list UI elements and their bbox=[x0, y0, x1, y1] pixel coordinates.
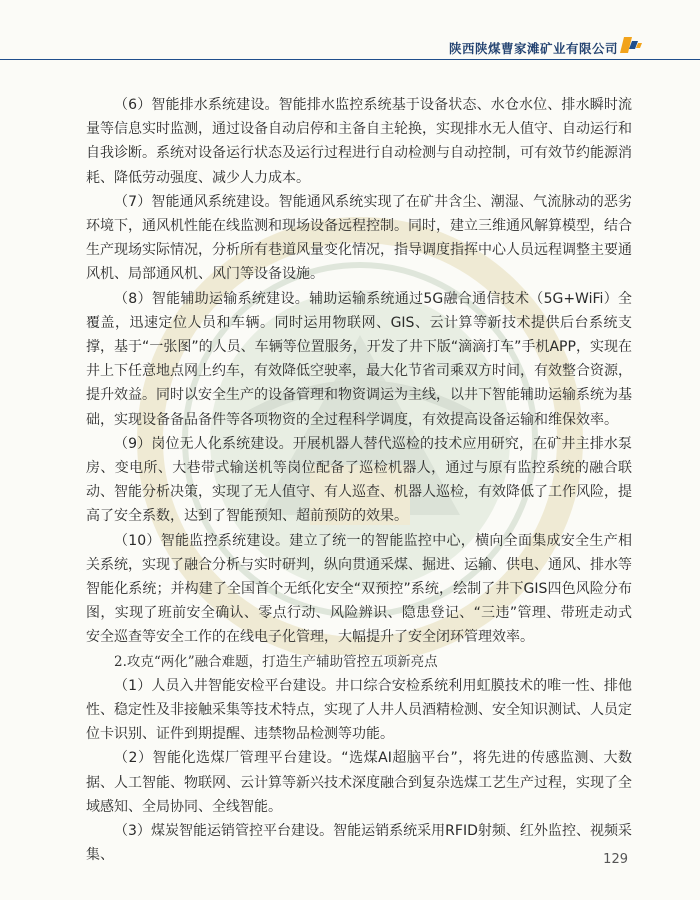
company-logo-icon bbox=[620, 35, 642, 55]
page-header bbox=[0, 33, 700, 61]
paragraph-coal-prep: （2）智能化选煤厂管理平台建设。“选煤AI超脑平台”，将先进的传感监测、大数据、人工智能、物联网、云计算等新兴技术深度融合到复杂选煤工艺生产过程，实现了全域感知、全局协同、全线智能。 bbox=[86, 750, 632, 815]
section-subheading: 2.攻克“两化”融合难题，打造生产辅助管控五项新亮点 bbox=[114, 653, 438, 670]
paragraph-sales: （3）煤炭智能运销管控平台建设。智能运销系统采用RFID射频、红外监控、视频采集、 bbox=[86, 823, 632, 864]
paragraph-ventilation: （7）智能通风系统建设。智能通风系统实现了在矿井含尘、潮湿、气流脉动的恶劣环境下，通风机性能在线监测和现场设备远程控制。同时，建立三维通风解算模型，结合生产现场实际情况，分析所有巷道风量变化情况，指导调度指挥中心人员远程调整主要通风机、局部通风机、风门等设备设施。 bbox=[86, 193, 632, 283]
paragraph-security-check: （1）人员入井智能安检平台建设。井口综合安检系统利用虹膜技术的唯一性、排他性、稳定性及非接触采集等技术特点，实现了人井人员酒精检测、安全知识测试、人员定位卡识别、证件到期提醒、违禁物品检测等功能。 bbox=[86, 677, 632, 743]
paragraph-unmanned: （9）岗位无人化系统建设。开展机器人替代巡检的技术应用研究，在矿井主排水泵房、变电所、大巷带式输送机等岗位配备了巡检机器人，通过与原有监控系统的融合联动、智能分析决策，实现了无人值守、有人巡查、机器人巡检，有效降低了工作风险，提高了安全系数，达到了智能预知、超前预防的效果。 bbox=[86, 435, 632, 525]
company-name: 陕西陕煤曹家滩矿业有限公司 bbox=[448, 41, 618, 56]
page-number: 129 bbox=[603, 852, 628, 867]
paragraph-transport: （8）智能辅助运输系统建设。辅助运输系统通过5G融合通信技术（5G+WiFi）全覆盖，迅速定位人员和车辆。同时运用物联网、GIS、云计算等新技术提供后台系统支撑，基于“一张图”的人员、车辆等位置服务，开发了井下版“滴滴打车”手机APP，实现在井上下任意地点网上约车，有效降低空驶率，最大化节省司乘双方时间，有效整合资源，提升效益。同时以安全生产的设备管理和物资调运为主线，以井下智能辅助运输系统为基础，实现设备备品备件等各项物资的全过程科学调度，有效提高设备运输和维保效率。 bbox=[86, 290, 632, 428]
main-content bbox=[86, 93, 632, 868]
header-divider bbox=[0, 59, 700, 60]
paragraph-drainage: （6）智能排水系统建设。智能排水监控系统基于设备状态、水仓水位、排水瞬时流量等信息实时监测，通过设备自动启停和主备自主轮换，实现排水无人值守、自动运行和自我诊断。系统对设备运行状态及运行过程进行自动检测与自动控制，可有效节约能源消耗、降低劳动强度、减少人力成本。 bbox=[86, 97, 632, 186]
paragraph-monitoring: （10）智能监控系统建设。建立了统一的智能监控中心，横向全面集成安全生产相关系统，实现了融合分析与实时研判，纵向贯通采煤、掘进、运输、供电、通风、排水等智能化系统；并构建了全国首个无纸化安全“双预控”系统，绘制了井下GIS四色风险分布图，实现了班前安全确认、零点行动、风险辨识、隐患登记、“三违”管理、带班走动式安全巡查等安全工作的在线电子化管理，大幅提升了安全闭环管理效率。 bbox=[86, 532, 632, 646]
